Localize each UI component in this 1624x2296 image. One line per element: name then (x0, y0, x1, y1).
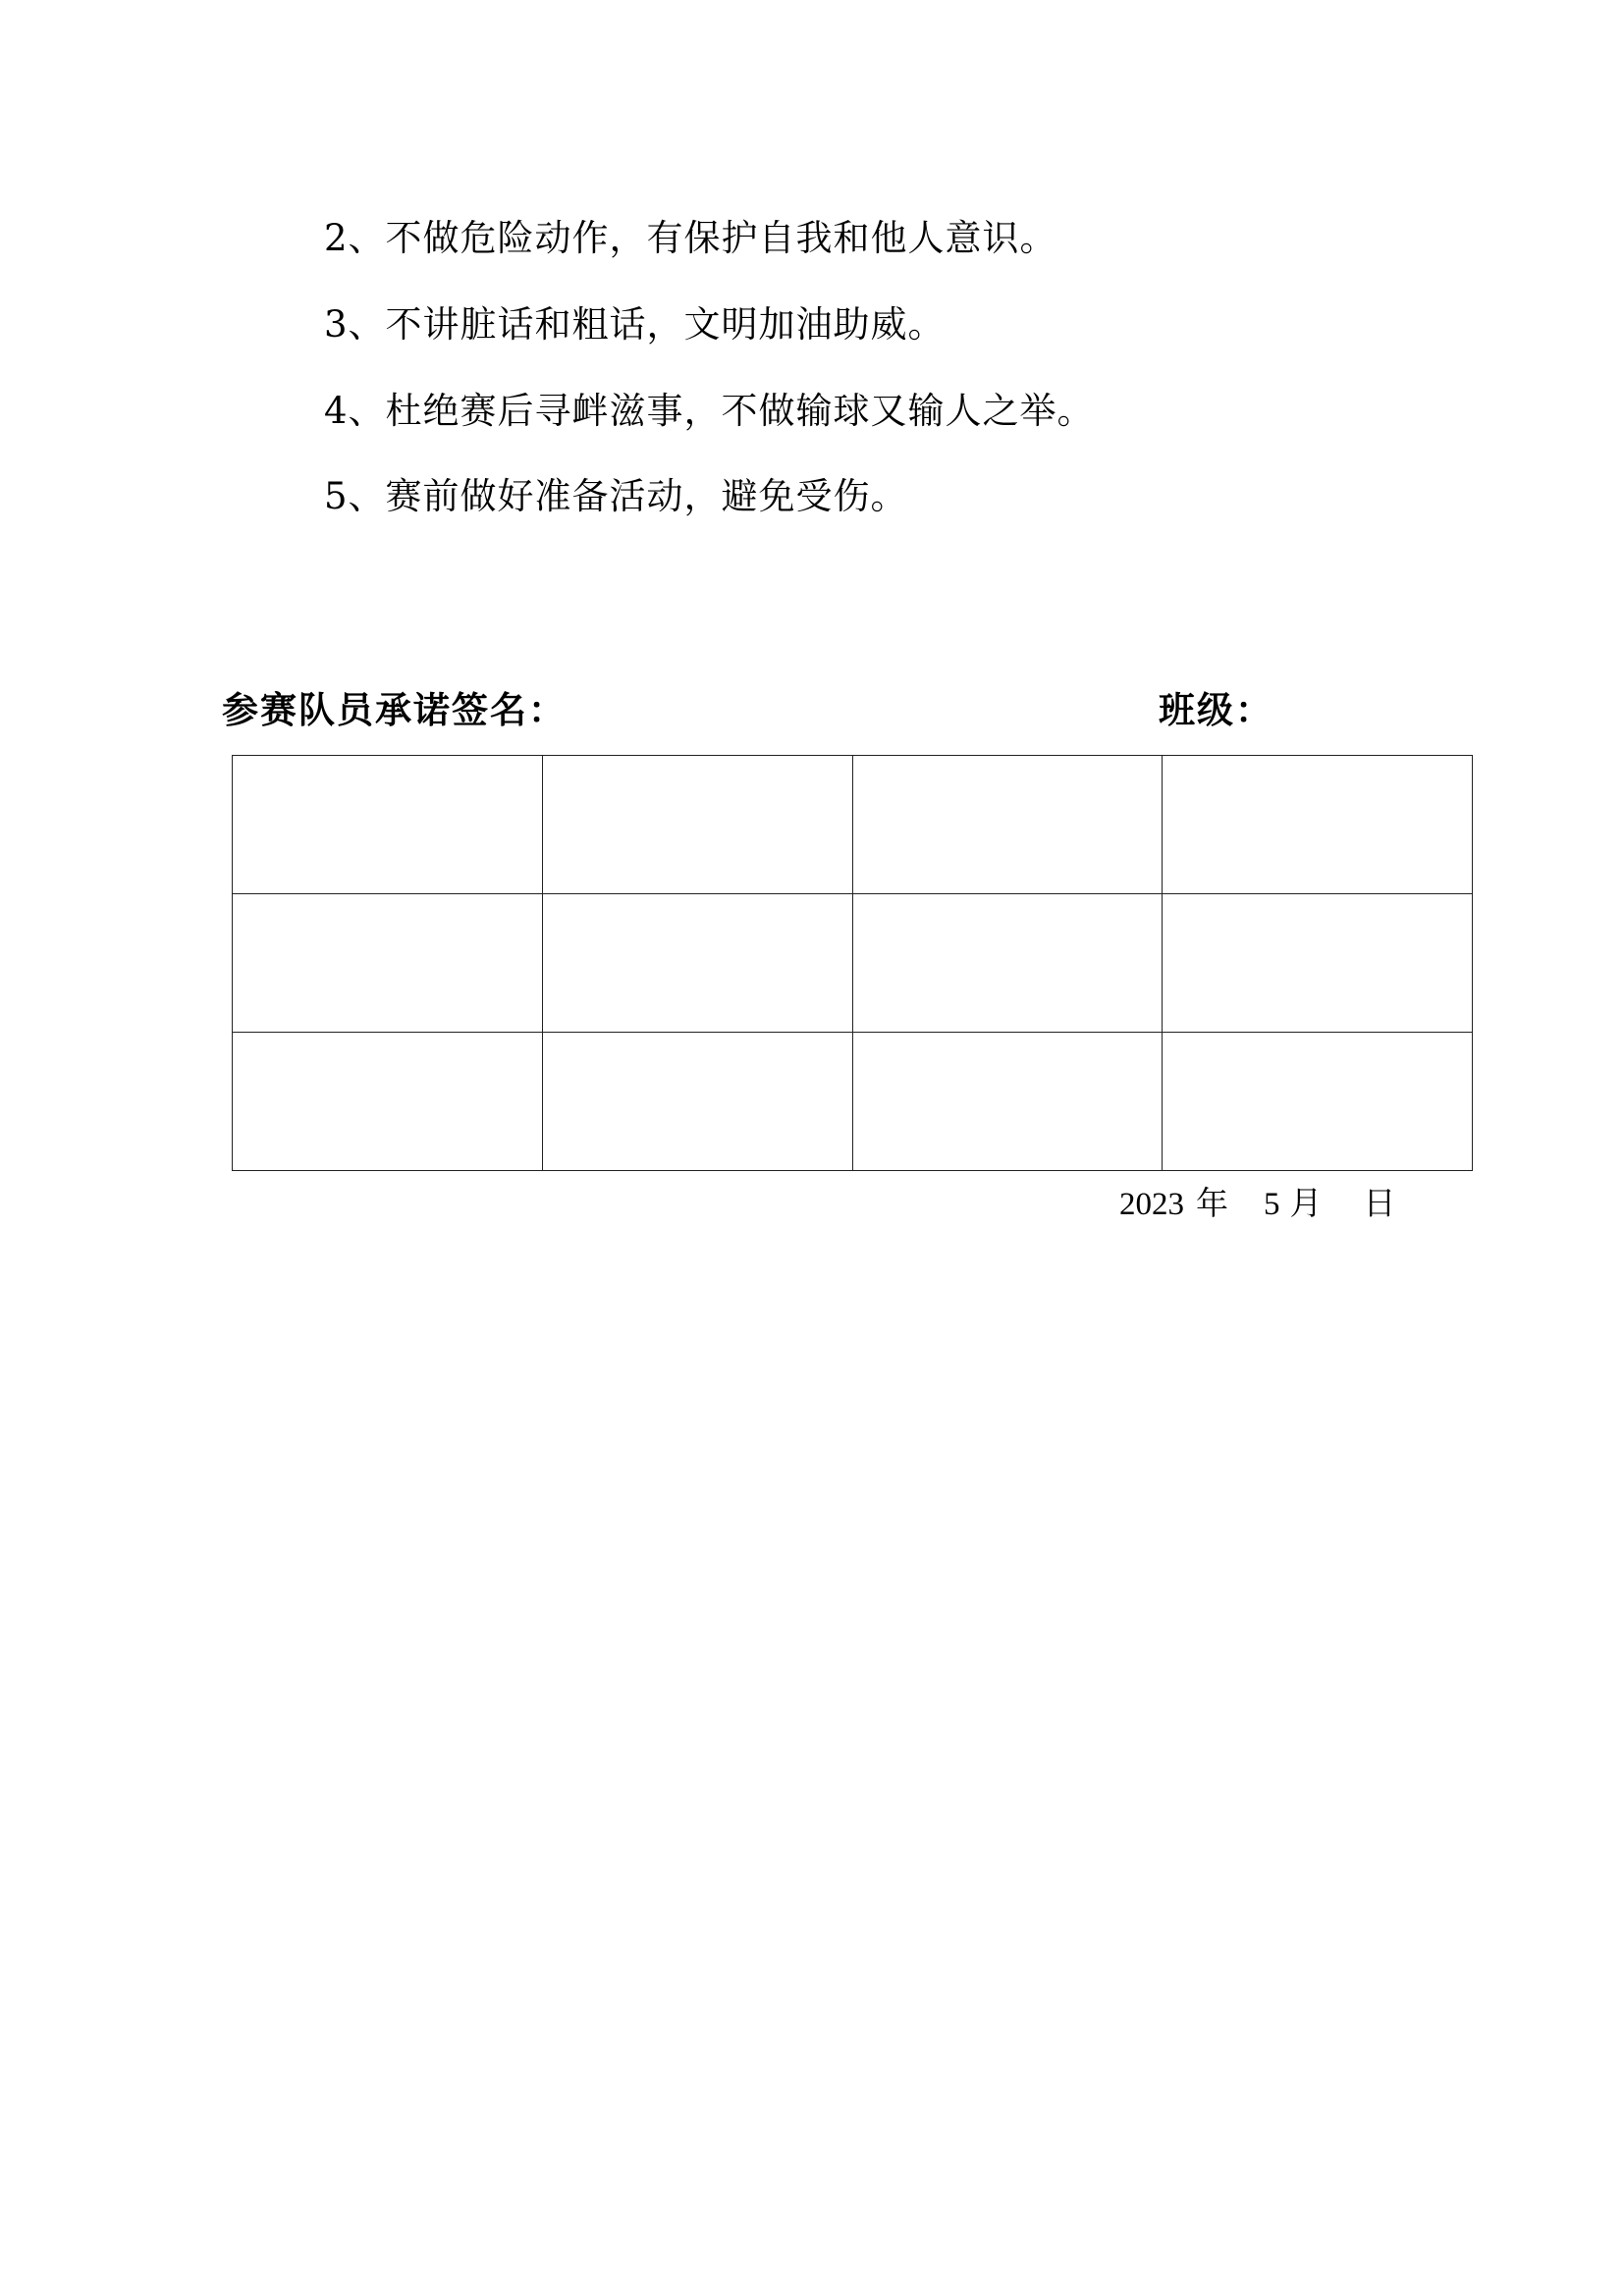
table-row (233, 756, 1473, 894)
date-year-unit: 年 (1196, 1187, 1228, 1222)
date-day-unit: 日 (1363, 1187, 1396, 1222)
rule-item-3: 3、不讲脏话和粗话，文明加油助威。 (324, 303, 946, 346)
date-month: 5 (1264, 1187, 1280, 1222)
class-label: 班级： (1159, 688, 1273, 731)
rule-item-4: 4、杜绝赛后寻衅滋事，不做输球又输人之举。 (324, 390, 1095, 432)
table-row (233, 1033, 1473, 1171)
signature-cell[interactable] (233, 1033, 543, 1171)
rule-item-2: 2、不做危险动作，有保护自我和他人意识。 (324, 217, 1057, 259)
signature-table (232, 755, 1473, 1171)
date-month-unit: 月 (1289, 1187, 1323, 1222)
signature-cell[interactable] (233, 894, 543, 1033)
signature-cell[interactable] (1163, 894, 1473, 1033)
signature-cell[interactable] (1163, 756, 1473, 894)
date-year: 2023 (1119, 1187, 1184, 1222)
date-line (1119, 1181, 1396, 1228)
signature-cell[interactable] (1163, 1033, 1473, 1171)
signature-cell[interactable] (852, 1033, 1163, 1171)
signature-label: 参赛队员承诺签名： (222, 688, 567, 731)
rule-item-5: 5、赛前做好准备活动，避免受伤。 (324, 475, 908, 517)
signature-cell[interactable] (542, 1033, 852, 1171)
signature-cell[interactable] (542, 756, 852, 894)
signature-cell[interactable] (852, 756, 1163, 894)
signature-cell[interactable] (233, 756, 543, 894)
table-row (233, 894, 1473, 1033)
signature-cell[interactable] (542, 894, 852, 1033)
signature-cell[interactable] (852, 894, 1163, 1033)
